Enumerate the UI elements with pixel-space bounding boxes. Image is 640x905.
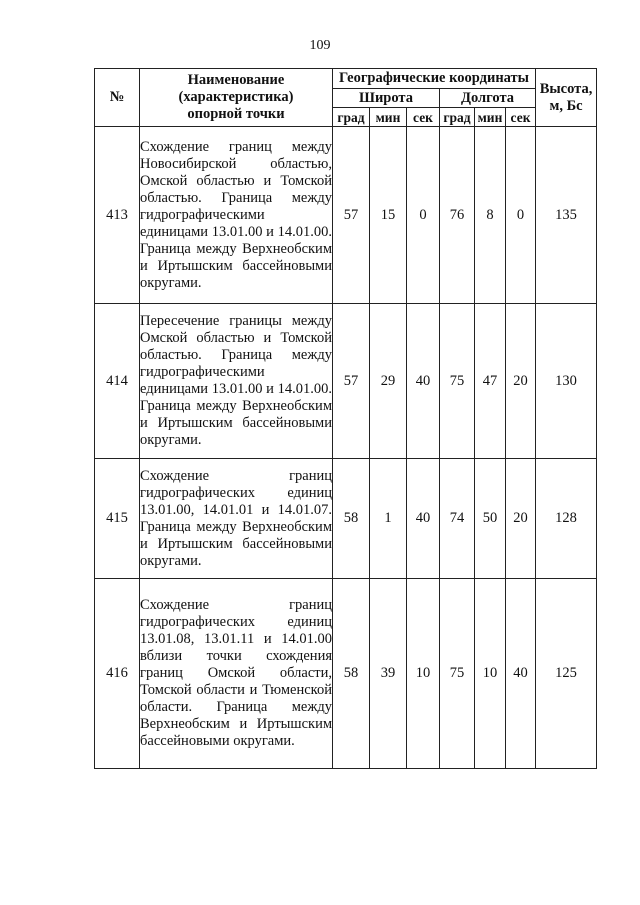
lon-deg: 75: [440, 579, 475, 769]
lon-min: 8: [475, 127, 506, 304]
header-unit-lon-min: мин: [475, 108, 506, 127]
point-number: 413: [95, 127, 140, 304]
lat-min: 15: [370, 127, 407, 304]
lon-deg: 75: [440, 304, 475, 459]
point-description: Схождение границ гидрографических единиц 13.01.08, 13.01.11 и 14.01.00 вблизи точки схождения границ Омской области, Томской области и Тюменской области. Граница между Верхнеобским и Иртышским бассейновыми округами.: [140, 579, 333, 769]
lon-deg: 74: [440, 459, 475, 579]
table-row: [95, 579, 597, 769]
lat-deg: 57: [333, 304, 370, 459]
lat-sec: 10: [407, 579, 440, 769]
lat-sec: 40: [407, 459, 440, 579]
point-number: 415: [95, 459, 140, 579]
lon-sec: 20: [506, 459, 536, 579]
lat-min: 29: [370, 304, 407, 459]
header-unit-lon-deg: град: [440, 108, 475, 127]
table-row: [95, 459, 597, 579]
lon-min: 47: [475, 304, 506, 459]
lon-sec: 20: [506, 304, 536, 459]
lat-min: 1: [370, 459, 407, 579]
lon-sec: 40: [506, 579, 536, 769]
header-unit-lon-sec: сек: [506, 108, 536, 127]
lon-min: 50: [475, 459, 506, 579]
header-unit-lat-min: мин: [370, 108, 407, 127]
lat-min: 39: [370, 579, 407, 769]
point-description: Схождение границ гидрографических единиц 13.01.00, 14.01.01 и 14.01.07. Граница между Верхнеобским и Иртышским бассейновыми округами.: [140, 459, 333, 579]
lon-sec: 0: [506, 127, 536, 304]
height-value: 130: [536, 304, 597, 459]
header-unit-lat-sec: сек: [407, 108, 440, 127]
header-number: №: [95, 69, 140, 127]
height-value: 125: [536, 579, 597, 769]
header-latitude: Широта: [333, 89, 440, 108]
point-description: Пересечение границы между Омской областью и Томской областью. Граница между гидрографическими единицами 13.01.00 и 14.01.00. Граница между Верхнеобским и Иртышским бассейновыми округами.: [140, 304, 333, 459]
height-value: 128: [536, 459, 597, 579]
point-number: 414: [95, 304, 140, 459]
point-description: Схождение границ между Новосибирской областью, Омской областью и Томской областью. Граница между гидрографическими единицами 13.01.00 и 14.01.00. Граница между Верхнеобским и Иртышским бассейновыми округами.: [140, 127, 333, 304]
page-number: 109: [309, 38, 331, 53]
table-row: [95, 304, 597, 459]
reference-points-table: [94, 68, 597, 769]
lat-deg: 57: [333, 127, 370, 304]
point-number: 416: [95, 579, 140, 769]
header-unit-lat-deg: град: [333, 108, 370, 127]
lat-deg: 58: [333, 579, 370, 769]
lat-sec: 40: [407, 304, 440, 459]
height-value: 135: [536, 127, 597, 304]
header-height: Высота, м, Бс: [536, 69, 597, 127]
lat-deg: 58: [333, 459, 370, 579]
header-coordinates: Географические координаты: [333, 69, 536, 89]
header-longitude: Долгота: [440, 89, 536, 108]
lon-min: 10: [475, 579, 506, 769]
header-name: Наименование (характеристика) опорной точки: [140, 69, 333, 127]
table-row: [95, 127, 597, 304]
lat-sec: 0: [407, 127, 440, 304]
lon-deg: 76: [440, 127, 475, 304]
